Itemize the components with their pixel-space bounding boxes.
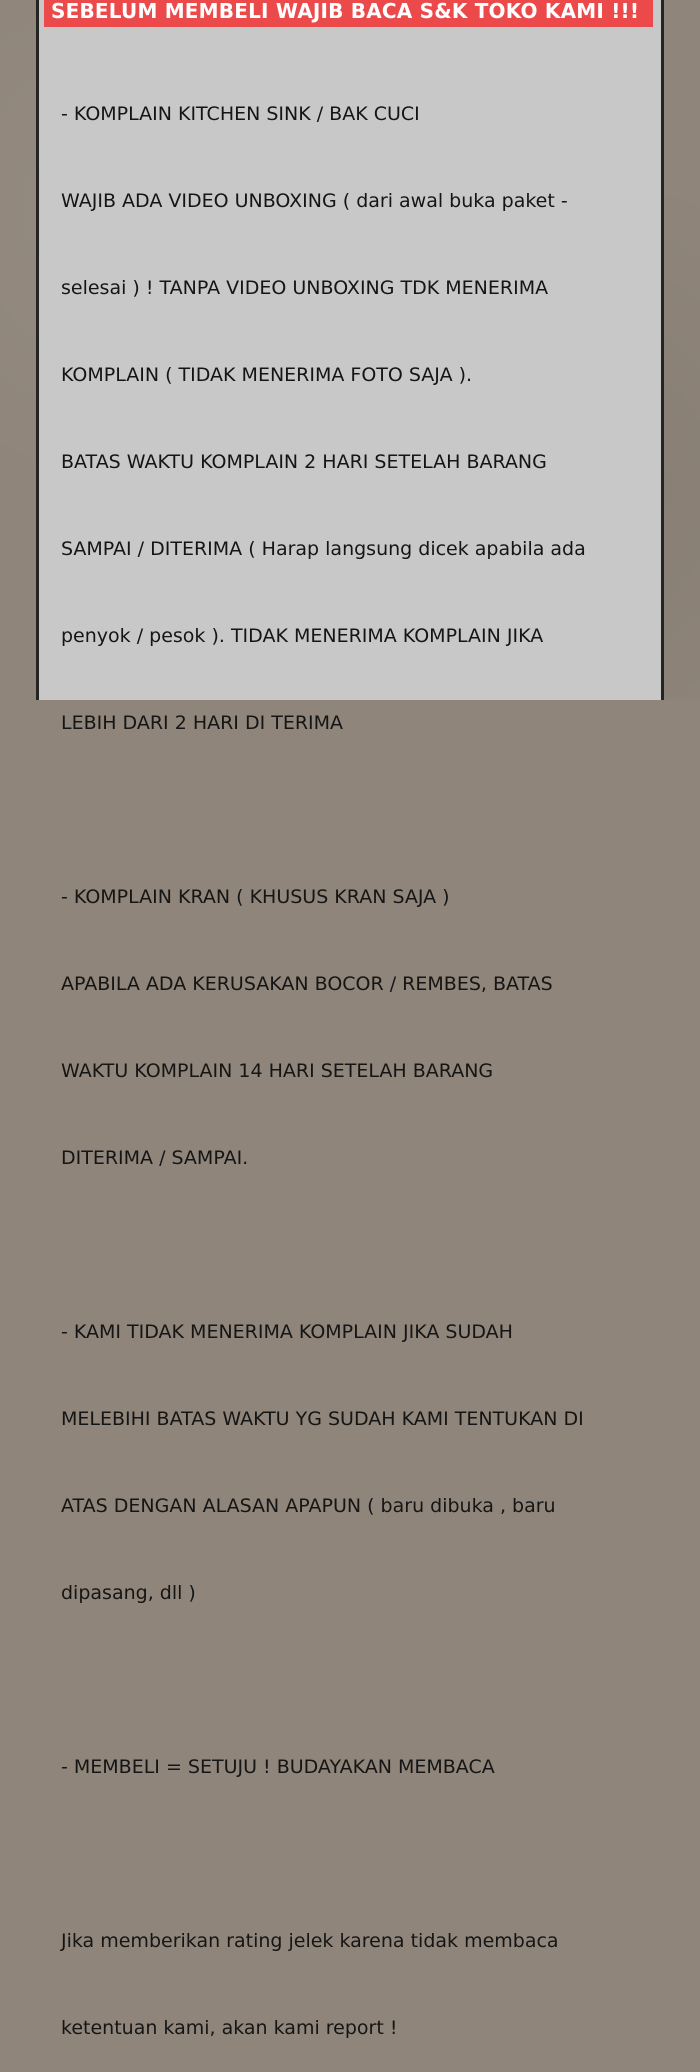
notice-line: BATAS WAKTU KOMPLAIN 2 HARI SETELAH BARANG — [61, 451, 547, 473]
notice-line: SAMPAI / DITERIMA ( Harap langsung dicek apabila ada — [61, 538, 586, 560]
notice-line: MELEBIHI BATAS WAKTU YG SUDAH KAMI TENTUKAN DI — [61, 1408, 584, 1430]
notice-text — [61, 42, 636, 2072]
notice-line: selesai ) ! TANPA VIDEO UNBOXING TDK MENERIMA — [61, 277, 549, 299]
notice-line — [61, 796, 636, 825]
notice-line: ATAS DENGAN ALASAN APAPUN ( baru dibuka , baru — [61, 1495, 556, 1517]
notice-line: WAJIB ADA VIDEO UNBOXING ( dari awal buka paket - — [61, 190, 568, 212]
notice-line: ketentuan kami, akan kami report ! — [61, 2017, 398, 2039]
notice-line — [61, 1840, 636, 1869]
notice-line: penyok / pesok ). TIDAK MENERIMA KOMPLAIN JIKA — [61, 625, 544, 647]
notice-line: APABILA ADA KERUSAKAN BOCOR / REMBES, BATAS — [61, 973, 553, 995]
notice-line: - KAMI TIDAK MENERIMA KOMPLAIN JIKA SUDAH — [61, 1321, 513, 1343]
notice-line — [61, 1666, 636, 1695]
notice-line: - KOMPLAIN KITCHEN SINK / BAK CUCI — [61, 103, 420, 125]
header-banner: SEBELUM MEMBELI WAJIB BACA S&K TOKO KAMI !!! — [44, 0, 653, 27]
notice-line: dipasang, dll ) — [61, 1582, 196, 1604]
notice-line: - MEMBELI = SETUJU ! BUDAYAKAN MEMBACA — [61, 1756, 495, 1778]
notice-line: LEBIH DARI 2 HARI DI TERIMA — [61, 712, 344, 734]
notice-line: Jika memberikan rating jelek karena tidak membaca — [61, 1930, 559, 1952]
notice-line: WAKTU KOMPLAIN 14 HARI SETELAH BARANG — [61, 1060, 494, 1082]
notice-line: KOMPLAIN ( TIDAK MENERIMA FOTO SAJA ). — [61, 364, 473, 386]
notice-line — [61, 1231, 636, 1260]
notice-line: DITERIMA / SAMPAI. — [61, 1147, 249, 1169]
notice-line: - KOMPLAIN KRAN ( KHUSUS KRAN SAJA ) — [61, 886, 450, 908]
